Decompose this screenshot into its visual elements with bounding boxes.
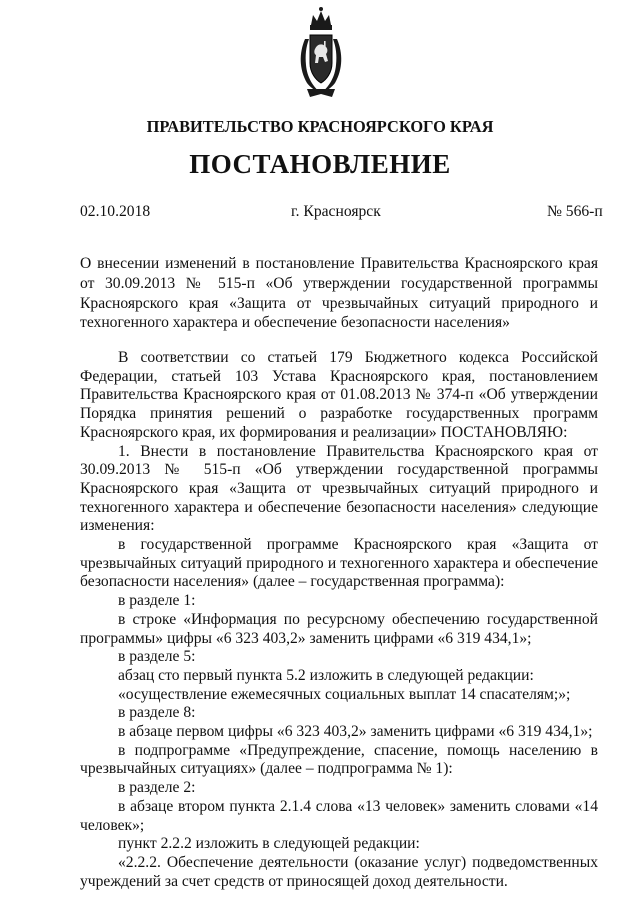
body-paragraph: в разделе 8: [118,704,196,722]
body-paragraph: абзац сто первый пункта 5.2 изложить в следующей редакции: [118,666,534,684]
document-type-heading: ПОСТАНОВЛЕНИЕ [189,149,451,179]
body-paragraph: в строке «Информация по ресурсному обеспечению государственной программы» цифры «6 323 403,2» заменить цифрами «6 319 434,1»; [80,610,598,647]
body-paragraph: в разделе 1: [118,592,196,610]
body-paragraph: в государственной программе Красноярского края «Защита от чрезвычайных ситуаций природного и техногенного характера и обеспечение безопасности населения» (далее – государственная программа): [80,536,598,591]
document-number: № 566-п [547,203,603,220]
coat-of-arms-icon [295,5,347,100]
body-paragraph: в подпрограмме «Предупреждение, спасение, помощь населению в чрезвычайных ситуациях» (далее – подпрограмма № 1): [80,741,598,778]
body-paragraph: в разделе 2: [118,779,196,797]
document-body [80,349,598,891]
document-date: 02.10.2018 [80,203,151,220]
body-paragraph: В соответствии со статьей 179 Бюджетного кодекса Российской Федерации, статьей 103 Устава Красноярского края, постановлением Правительства Красноярского края от 01.08.2013 № 374-п «Об утверждении Порядка принятия решений о разработке государственных программ Красноярского края, их формирования и реализации» ПОСТАНОВЛЯЮ: [80,349,598,441]
body-paragraph: в абзаце втором пункта 2.1.4 слова «13 человек» заменить словами «14 человек»; [80,797,598,834]
document-city: г. Красноярск [291,203,381,220]
body-paragraph: 1. Внести в постановление Правительства Красноярского края от 30.09.2013 № 515-п «Об утверждении государственной программы Красноярского края «Защита от чрезвычайных ситуаций природного и техногенного характера и обеспечение безопасности населения» следующие изменения: [80,442,598,535]
organization-name: ПРАВИТЕЛЬСТВО КРАСНОЯРСКОГО КРАЯ [146,117,494,136]
document-title: О внесении изменений в постановление Правительства Красноярского края от 30.09.2013 № 515-п «Об утверждении государственной программы Красноярского края «Защита от чрезвычайных ситуаций природного и техногенного характера и обеспечение безопасности населения» [80,255,598,332]
body-paragraph: в разделе 5: [118,648,196,666]
body-paragraph: «осуществление ежемесячных социальных выплат 14 спасателям;»; [118,685,571,703]
body-paragraph: пункт 2.2.2 изложить в следующей редакции: [118,835,420,853]
body-paragraph: в абзаце первом цифры «6 323 403,2» заменить цифрами «6 319 434,1»; [118,723,593,741]
body-paragraph: «2.2.2. Обеспечение деятельности (оказание услуг) подведомственных учреждений за счет средств от приносящей доход деятельности. [80,853,598,890]
coat-of-arms-emblem [295,5,347,100]
